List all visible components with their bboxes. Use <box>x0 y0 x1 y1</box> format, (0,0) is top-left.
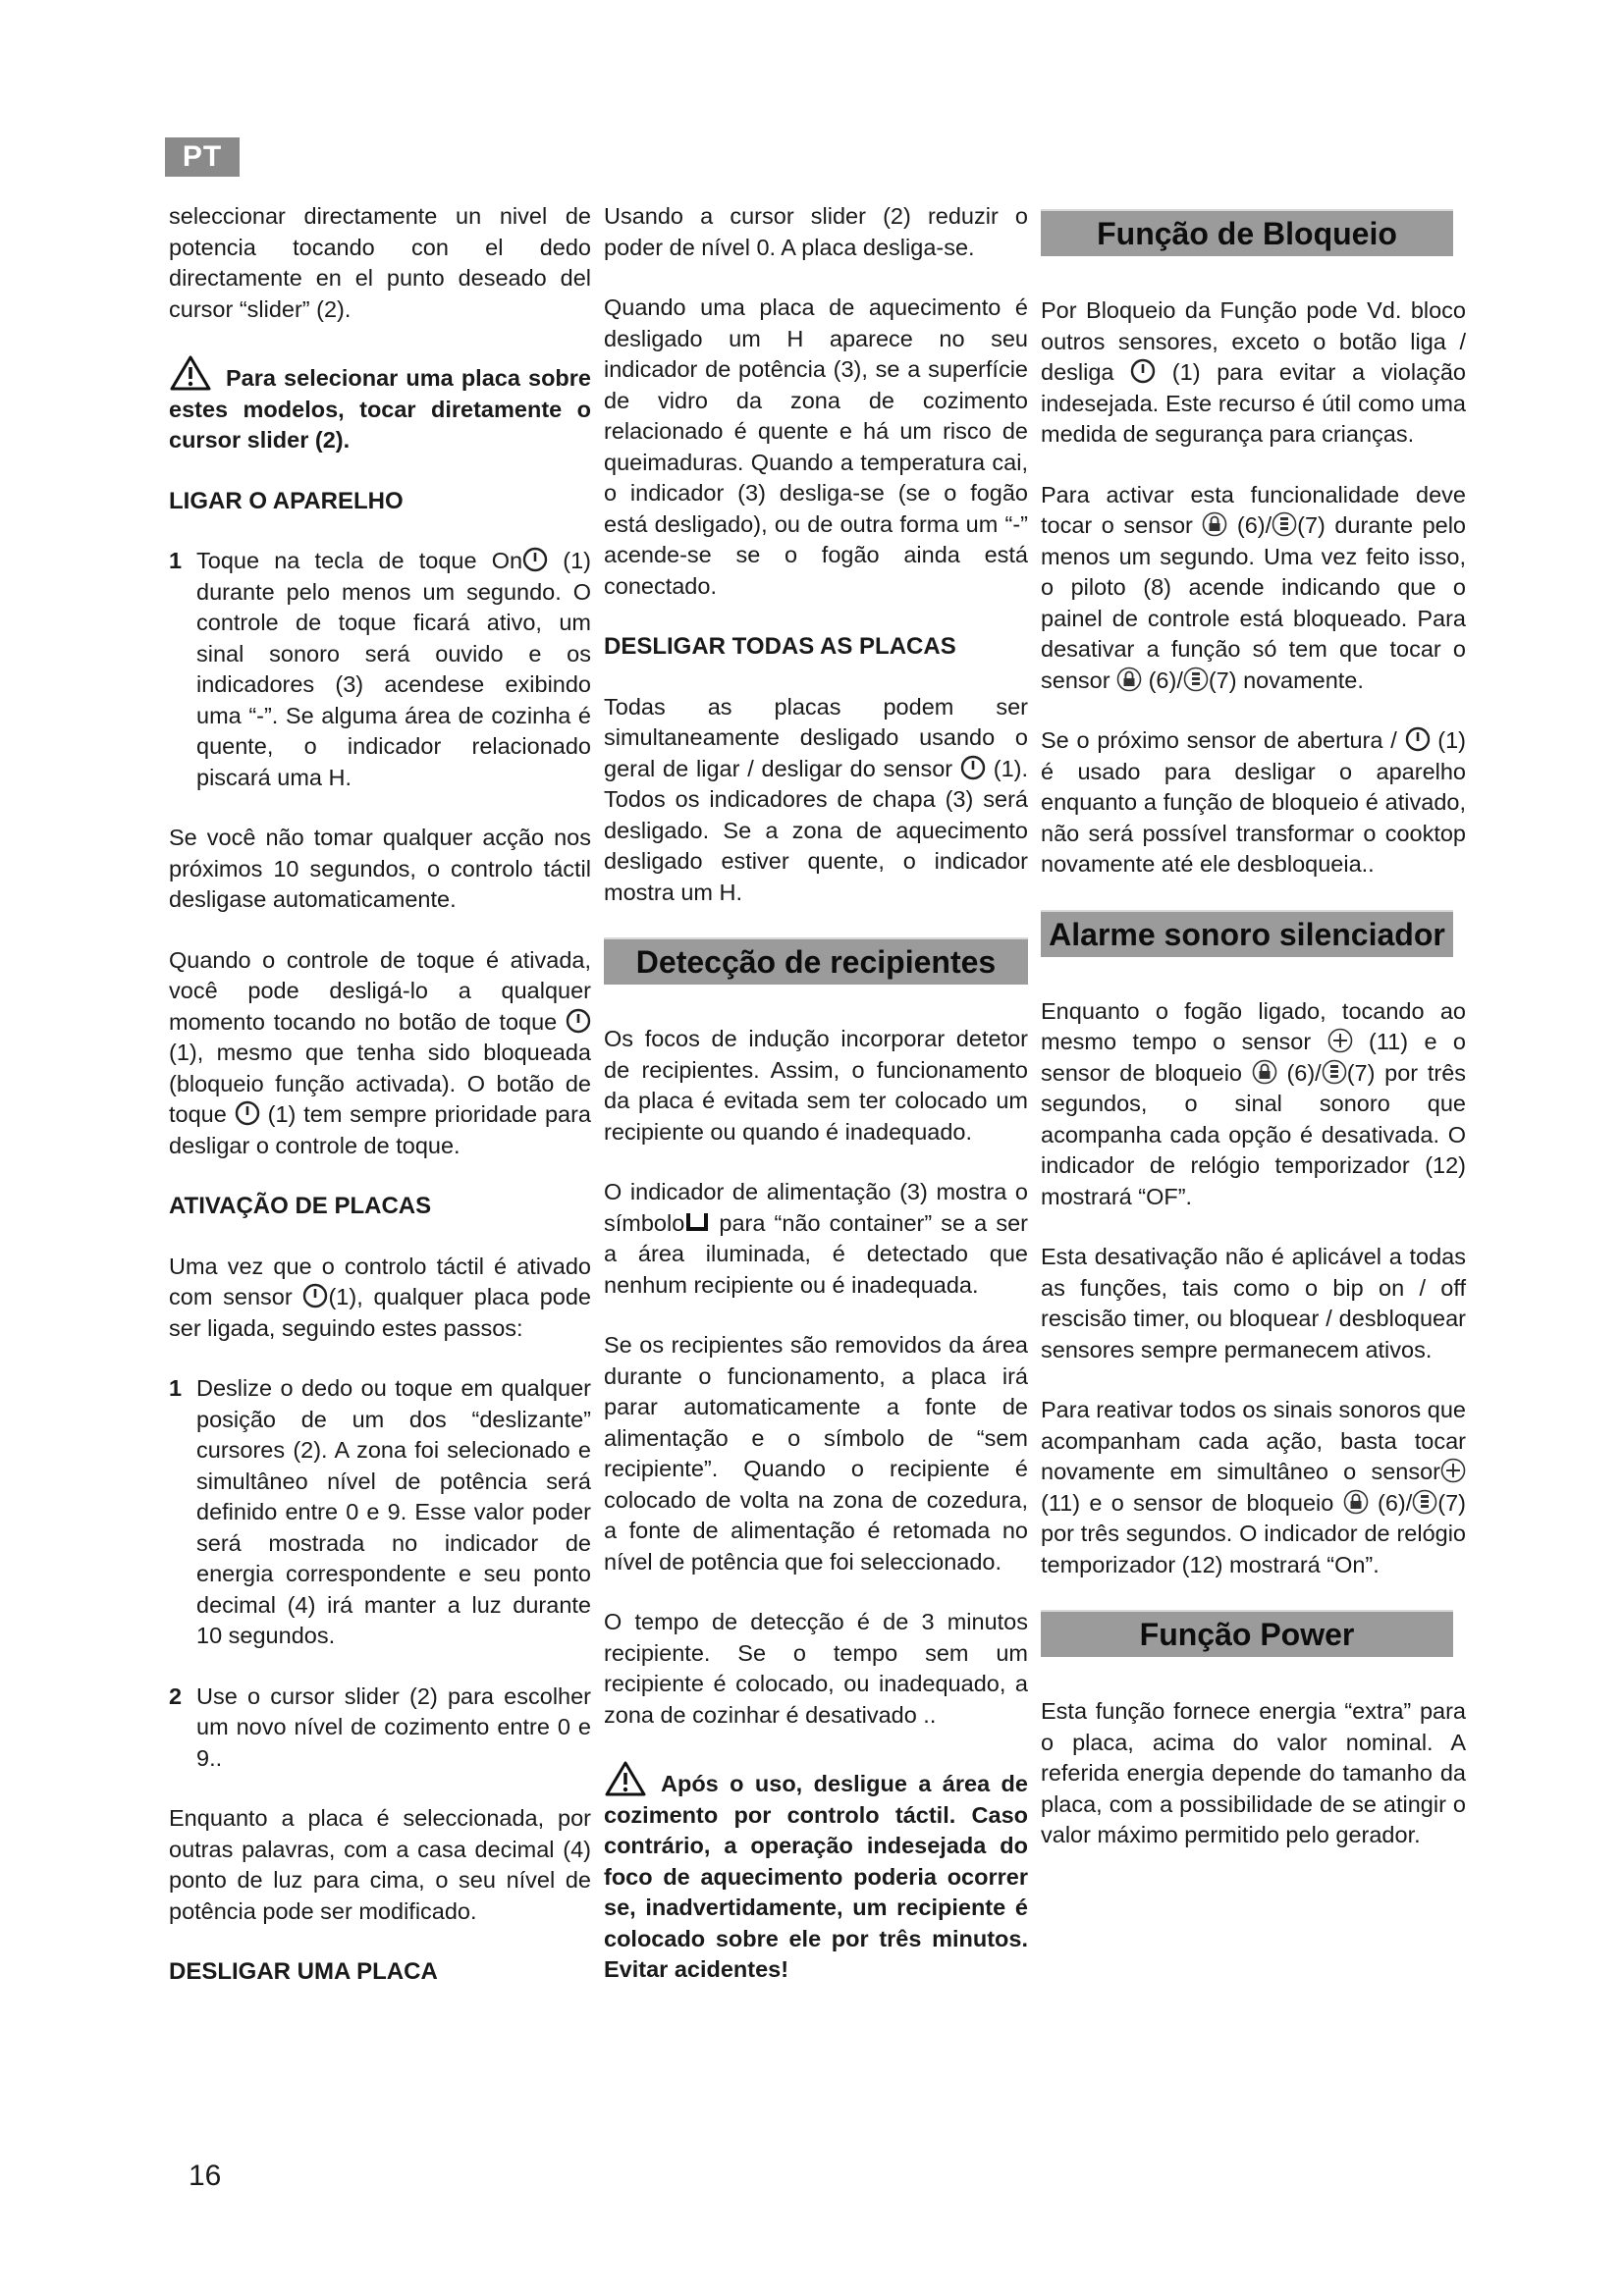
section-title-box: Função Power <box>1041 1610 1453 1657</box>
language-tag: PT <box>165 137 240 177</box>
paragraph <box>1041 725 1466 881</box>
paragraph: Se você não tomar qualquer acção nos próximos 10 segundos, o controlo táctil desligase automaticamente. <box>169 825 591 912</box>
section-title-box: Detecção de recipientes <box>604 937 1028 985</box>
item-text: (1) durante pelo menos um segundo. O controle de toque ficará ativo, um sinal sonoro será ouvido e os indicadores (3) acendese exibindo uma “-”. Se alguma área de cozinha é quente, o indicador relacionado piscará uma H. <box>196 548 592 790</box>
text: (1) tem sempre prioridade para desligar o controle de toque. <box>169 1101 592 1158</box>
text: Para activar esta funcionalidade deve tocar o sensor <box>1041 481 1466 538</box>
paragraph: seleccionar directamente un nivel de potencia tocando con el dedo directamente en el punto deseado del cursor “slider” (2). <box>169 203 591 322</box>
text: (1) para evitar a violação indesejada. Este recurso é útil como uma medida de segurança para crianças. <box>1041 359 1466 447</box>
text: (11) e o sensor de bloqueio <box>1041 1029 1466 1086</box>
column-2 <box>604 201 1028 2015</box>
text: Todas as placas podem ser simultaneamente desligado usando o geral de ligar / desligar do sensor <box>604 693 1028 781</box>
paragraph: Quando uma placa de aquecimento é desligado um H aparece no seu indicador de potência (3), se a superfície de vidro da zona de cozimento relacionado é quente e há um risco de queimaduras. Quando a temperatura cai, o indicador (3) desliga-se (se o fogão está desligado), ou de outra forma um “-” acende-se se o fogão ainda está conectado. <box>604 294 1028 599</box>
paragraph: Enquanto a placa é seleccionada, por outras palavras, com a casa decimal (4) ponto de luz para cima, o seu nível de potência pode ser modificado. <box>169 1805 591 1924</box>
warning-text: Para selecionar uma placa sobre estes modelos, tocar diretamente o cursor slider (2). <box>169 365 591 453</box>
paragraph <box>169 945 591 1162</box>
item-text: Use o cursor slider (2) para escolher um novo nível de cozimento entre 0 e 9.. <box>196 1682 591 1771</box>
paragraph <box>1041 480 1466 697</box>
text: (7) durante pelo menos um segundo. Uma vez feito isso, o piloto (8) acende indicando que o painel de controle está bloqueado. Para desativar a função só tem que tocar o sensor <box>1041 512 1467 693</box>
paragraph: Usando a cursor slider (2) reduzir o poder de nível 0. A placa desliga-se. <box>604 203 1028 260</box>
list-item <box>169 1373 591 1652</box>
text: Por Bloqueio da Função pode Vd. bloco outros sensores, exceto o botão liga / desliga <box>1041 297 1466 385</box>
warning-note <box>604 1760 1028 1986</box>
section-heading: LIGAR O APARELHO <box>169 487 404 514</box>
warning-note <box>169 354 591 456</box>
paragraph <box>1041 1395 1466 1580</box>
plus-icon <box>1440 1458 1466 1483</box>
lock-icon <box>1202 511 1227 537</box>
section-heading: DESLIGAR UMA PLACA <box>169 1958 438 1985</box>
text: Para reativar todos os sinais sonoros que acompanham cada ação, basta tocar novamente em simultâneo o sensor <box>1041 1397 1466 1484</box>
lock-icon <box>1343 1489 1369 1515</box>
item-number: 2 <box>169 1682 183 1709</box>
warning-icon <box>604 1760 647 1797</box>
list-item <box>169 546 591 793</box>
text: (7) por três segundos. O indicador de relógio temporizador (12) mostrará “On”. <box>1041 1489 1466 1577</box>
item-number: 1 <box>169 1375 183 1401</box>
warning-icon <box>169 354 212 392</box>
text: (6)/ <box>1276 1059 1322 1086</box>
power-icon <box>1130 358 1156 384</box>
section-title-box: Alarme sonoro silenciador <box>1041 910 1453 957</box>
text: Se o próximo sensor de abertura / <box>1041 727 1405 753</box>
section-heading: DESLIGAR TODAS AS PLACAS <box>604 633 956 660</box>
steps-list <box>169 1373 591 1774</box>
text: Enquanto o fogão ligado, tocando ao mesmo tempo o sensor <box>1041 997 1466 1054</box>
text: (7) novamente. <box>1208 667 1364 693</box>
text: (6)/ <box>1368 1489 1413 1516</box>
power-icon <box>566 1008 591 1034</box>
paragraph: Esta função fornece energia “extra” para o placa, acima do valor nominal. A referida energia depende do tamanho da placa, com a possibilidade de se atingir o valor máximo permitido pelo gerador. <box>1041 1698 1466 1847</box>
warning-text: Após o uso, desligue a área de cozimento por controlo táctil. Caso contrário, a operação indesejada do foco de aquecimento poderia ocorrer se, inadvertidamente, um recipiente é colocado sobre ele por três minutos. Evitar acidentes! <box>604 1771 1028 1982</box>
lock-icon <box>1116 667 1142 692</box>
text: (1). Todos os indicadores de chapa (3) será desligado. Se a zona de aquecimento desligado estiver quente, o indicador mostra um H. <box>604 755 1028 905</box>
key-lock-icon <box>1412 1489 1437 1515</box>
text: (6)/ <box>1142 667 1183 693</box>
paragraph <box>604 1177 1028 1301</box>
power-icon <box>1405 726 1431 752</box>
paragraph <box>169 1252 591 1345</box>
plus-icon <box>1327 1028 1353 1053</box>
page-number: 16 <box>189 2160 222 2192</box>
column-3 <box>1041 201 1466 1881</box>
paragraph: O tempo de detecção é de 3 minutos recipiente. Se o tempo sem um recipiente é colocado, ou inadequado, a zona de cozinhar é desativado .. <box>604 1609 1028 1728</box>
list-item <box>169 1682 591 1775</box>
power-icon <box>960 755 986 780</box>
text: (1), mesmo que tenha sido bloqueada (bloqueio função activada). O botão de toque <box>169 1040 591 1127</box>
column-1 <box>169 201 591 2017</box>
paragraph <box>1041 996 1466 1213</box>
paragraph: Se os recipientes são removidos da área durante o funcionamento, a placa irá parar automaticamente a fonte de alimentação e o símbolo de “sem recipiente”. Quando o recipiente é colocado de volta na zona de cozedura, a fonte de alimentação é retomada no nível de potência que foi seleccionado. <box>604 1332 1028 1575</box>
key-lock-icon <box>1272 511 1297 537</box>
paragraph <box>1041 295 1466 451</box>
power-icon <box>302 1283 328 1308</box>
lock-icon <box>1252 1059 1277 1085</box>
paragraph: Os focos de indução incorporar detetor de recipientes. Assim, o funcionamento da placa é evitada sem ter colocado um recipiente ou quando é inadequado. <box>604 1026 1028 1145</box>
text: (6)/ <box>1227 512 1272 538</box>
text: (1), qualquer placa pode ser ligada, seguindo estes passos: <box>169 1284 591 1341</box>
text: para “não container” se a ser a área iluminada, é detectado que nenhum recipiente ou é inadequada. <box>604 1209 1028 1298</box>
paragraph <box>604 692 1028 909</box>
text: (1) é usado para desligar o aparelho enquanto a função de bloqueio é ativado, não será possível transformar o cooktop novamente até ele desbloqueia.. <box>1041 727 1466 877</box>
item-text: Deslize o dedo ou toque em qualquer posição de um dos “deslizante” cursores (2). A zona foi selecionado e simultâneo nível de potência será definido entre 0 e 9. Esse valor poder será mostrada no indicador de energia correspondente e seu ponto decimal (4) irá manter a luz durante 10 segundos. <box>196 1375 591 1648</box>
key-lock-icon <box>1322 1059 1347 1085</box>
no-pot-icon <box>684 1209 710 1235</box>
power-icon <box>235 1100 260 1126</box>
key-lock-icon <box>1183 667 1209 692</box>
text: Uma vez que o controlo táctil é ativado com sensor <box>169 1253 591 1309</box>
text: (7) por três segundos, o sinal sonoro que acompanha cada opção é desativada. O indicador de relógio temporizador (12) mostrará “OF”. <box>1041 1059 1467 1209</box>
text: (11) e o sensor de bloqueio <box>1041 1489 1343 1516</box>
item-text: Toque na tecla de toque On <box>196 548 523 573</box>
paragraph: Esta desativação não é aplicável a todas as funções, tais como o bip on / off rescisão timer, ou bloquear / desbloquear sensores sempre permanecem ativos. <box>1041 1244 1466 1362</box>
section-heading: ATIVAÇÃO DE PLACAS <box>169 1193 432 1219</box>
steps-list <box>169 546 591 793</box>
text: O indicador de alimentação (3) mostra o símbolo <box>604 1179 1028 1236</box>
text: Quando o controle de toque é ativada, você pode desligá-lo a qualquer momento tocando no botão de toque <box>169 946 591 1035</box>
section-title-box: Função de Bloqueio <box>1041 209 1453 256</box>
item-number: 1 <box>169 548 183 573</box>
power-icon <box>522 547 548 572</box>
